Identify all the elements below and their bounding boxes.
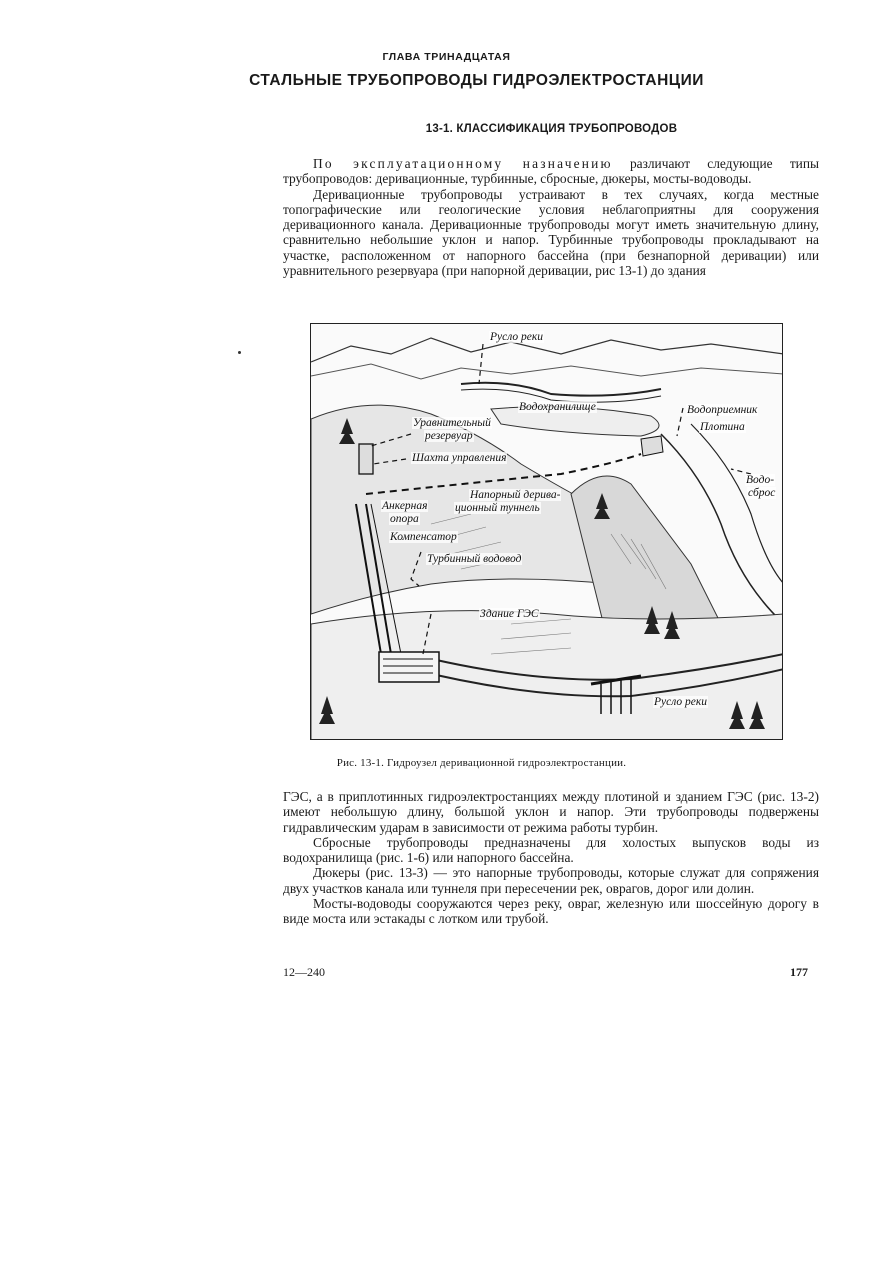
printer-signature: 12—240	[283, 965, 325, 979]
paragraph: Мосты-водоводы сооружаются через реку, овраг, железную или шоссейную дорогу в виде моста или эстакады с лотком или трубой.	[283, 896, 819, 927]
paragraph: Сбросные трубопроводы предназначены для холостых выпусков воды из водохранилища (рис. 1-6) или напорного бассейна.	[283, 834, 819, 866]
label-intake: Водоприемник	[687, 404, 758, 416]
paragraph	[283, 156, 819, 187]
label-reservoir: Водохранилище	[519, 401, 596, 413]
spaced-emphasis: По эксплуатационному назначению	[313, 156, 613, 171]
label-compensator: Компенсатор	[390, 531, 457, 543]
label-anchor-1: Анкерная	[382, 500, 428, 512]
label-tunnel-1: Напорный дерива-	[470, 489, 561, 501]
label-spillway-1: Водо-	[746, 474, 775, 486]
figure-caption: Рис. 13-1. Гидроузел деривационной гидроэлектростанции.	[336, 757, 627, 769]
paragraph: ГЭС, а в приплотинных гидроэлектростанциях между плотиной и зданием ГЭС (рис. 13-2) имеют небольшую длину, большой уклон и напор. Эти трубопроводы подвержены гидравлическим ударам в зависимости от режима работы турбин.	[283, 789, 819, 835]
paragraph-text: различают следующие типы трубопроводов: деривационные, турбинные, сбросные, дюкеры, мосты-водоводы.	[283, 156, 819, 187]
section-heading: 13-1. КЛАССИФИКАЦИЯ ТРУБОПРОВОДОВ	[425, 123, 678, 135]
label-tunnel-2: ционный туннель	[455, 502, 540, 514]
label-surge-tank-1: Уравнительный	[413, 417, 491, 429]
label-control-shaft: Шахта управления	[412, 452, 507, 464]
chapter-heading: ГЛАВА ТРИНАДЦАТАЯ	[382, 51, 511, 63]
label-river-top: Русло реки	[490, 331, 543, 343]
chapter-title: СТАЛЬНЫЕ ТРУБОПРОВОДЫ ГИДРОЭЛЕКТРОСТАНЦИИ	[249, 72, 704, 89]
text-block-top	[283, 156, 819, 278]
label-power-house: Здание ГЭС	[480, 608, 539, 620]
page-number: 177	[790, 965, 808, 979]
landscape-drawing	[311, 324, 783, 740]
figure-hydro-scheme	[310, 323, 783, 740]
paragraph: Деривационные трубопроводы устраивают в тех случаях, когда местные топографические или геологические условия неблагоприятны для сооружения деривационного канала. Деривационные трубопроводы могут иметь значительную длину, сравнительно небольшие уклон и напор. Турбинные трубопроводы прокладывают на участке, расположенном от напорного бассейна (при безнапорной деривации) или уравнительного резервуара (при напорной деривации, рис 13-1) до здания	[283, 186, 819, 279]
paragraph: Дюкеры (рис. 13-3) — это напорные трубопроводы, которые служат для сопряжения двух участков канала или туннеля при пересечении рек, оврагов, дорог или долин.	[283, 865, 819, 896]
label-river-bottom: Русло реки	[654, 696, 707, 708]
label-turbine-conduit: Турбинный водовод	[427, 553, 522, 565]
text-block-bottom	[283, 789, 819, 927]
scan-speck	[238, 351, 241, 354]
label-anchor-2: опора	[390, 513, 419, 525]
label-surge-tank-2: резервуар	[425, 430, 473, 442]
label-spillway-2: сброс	[748, 487, 776, 499]
label-dam: Плотина	[700, 421, 745, 433]
